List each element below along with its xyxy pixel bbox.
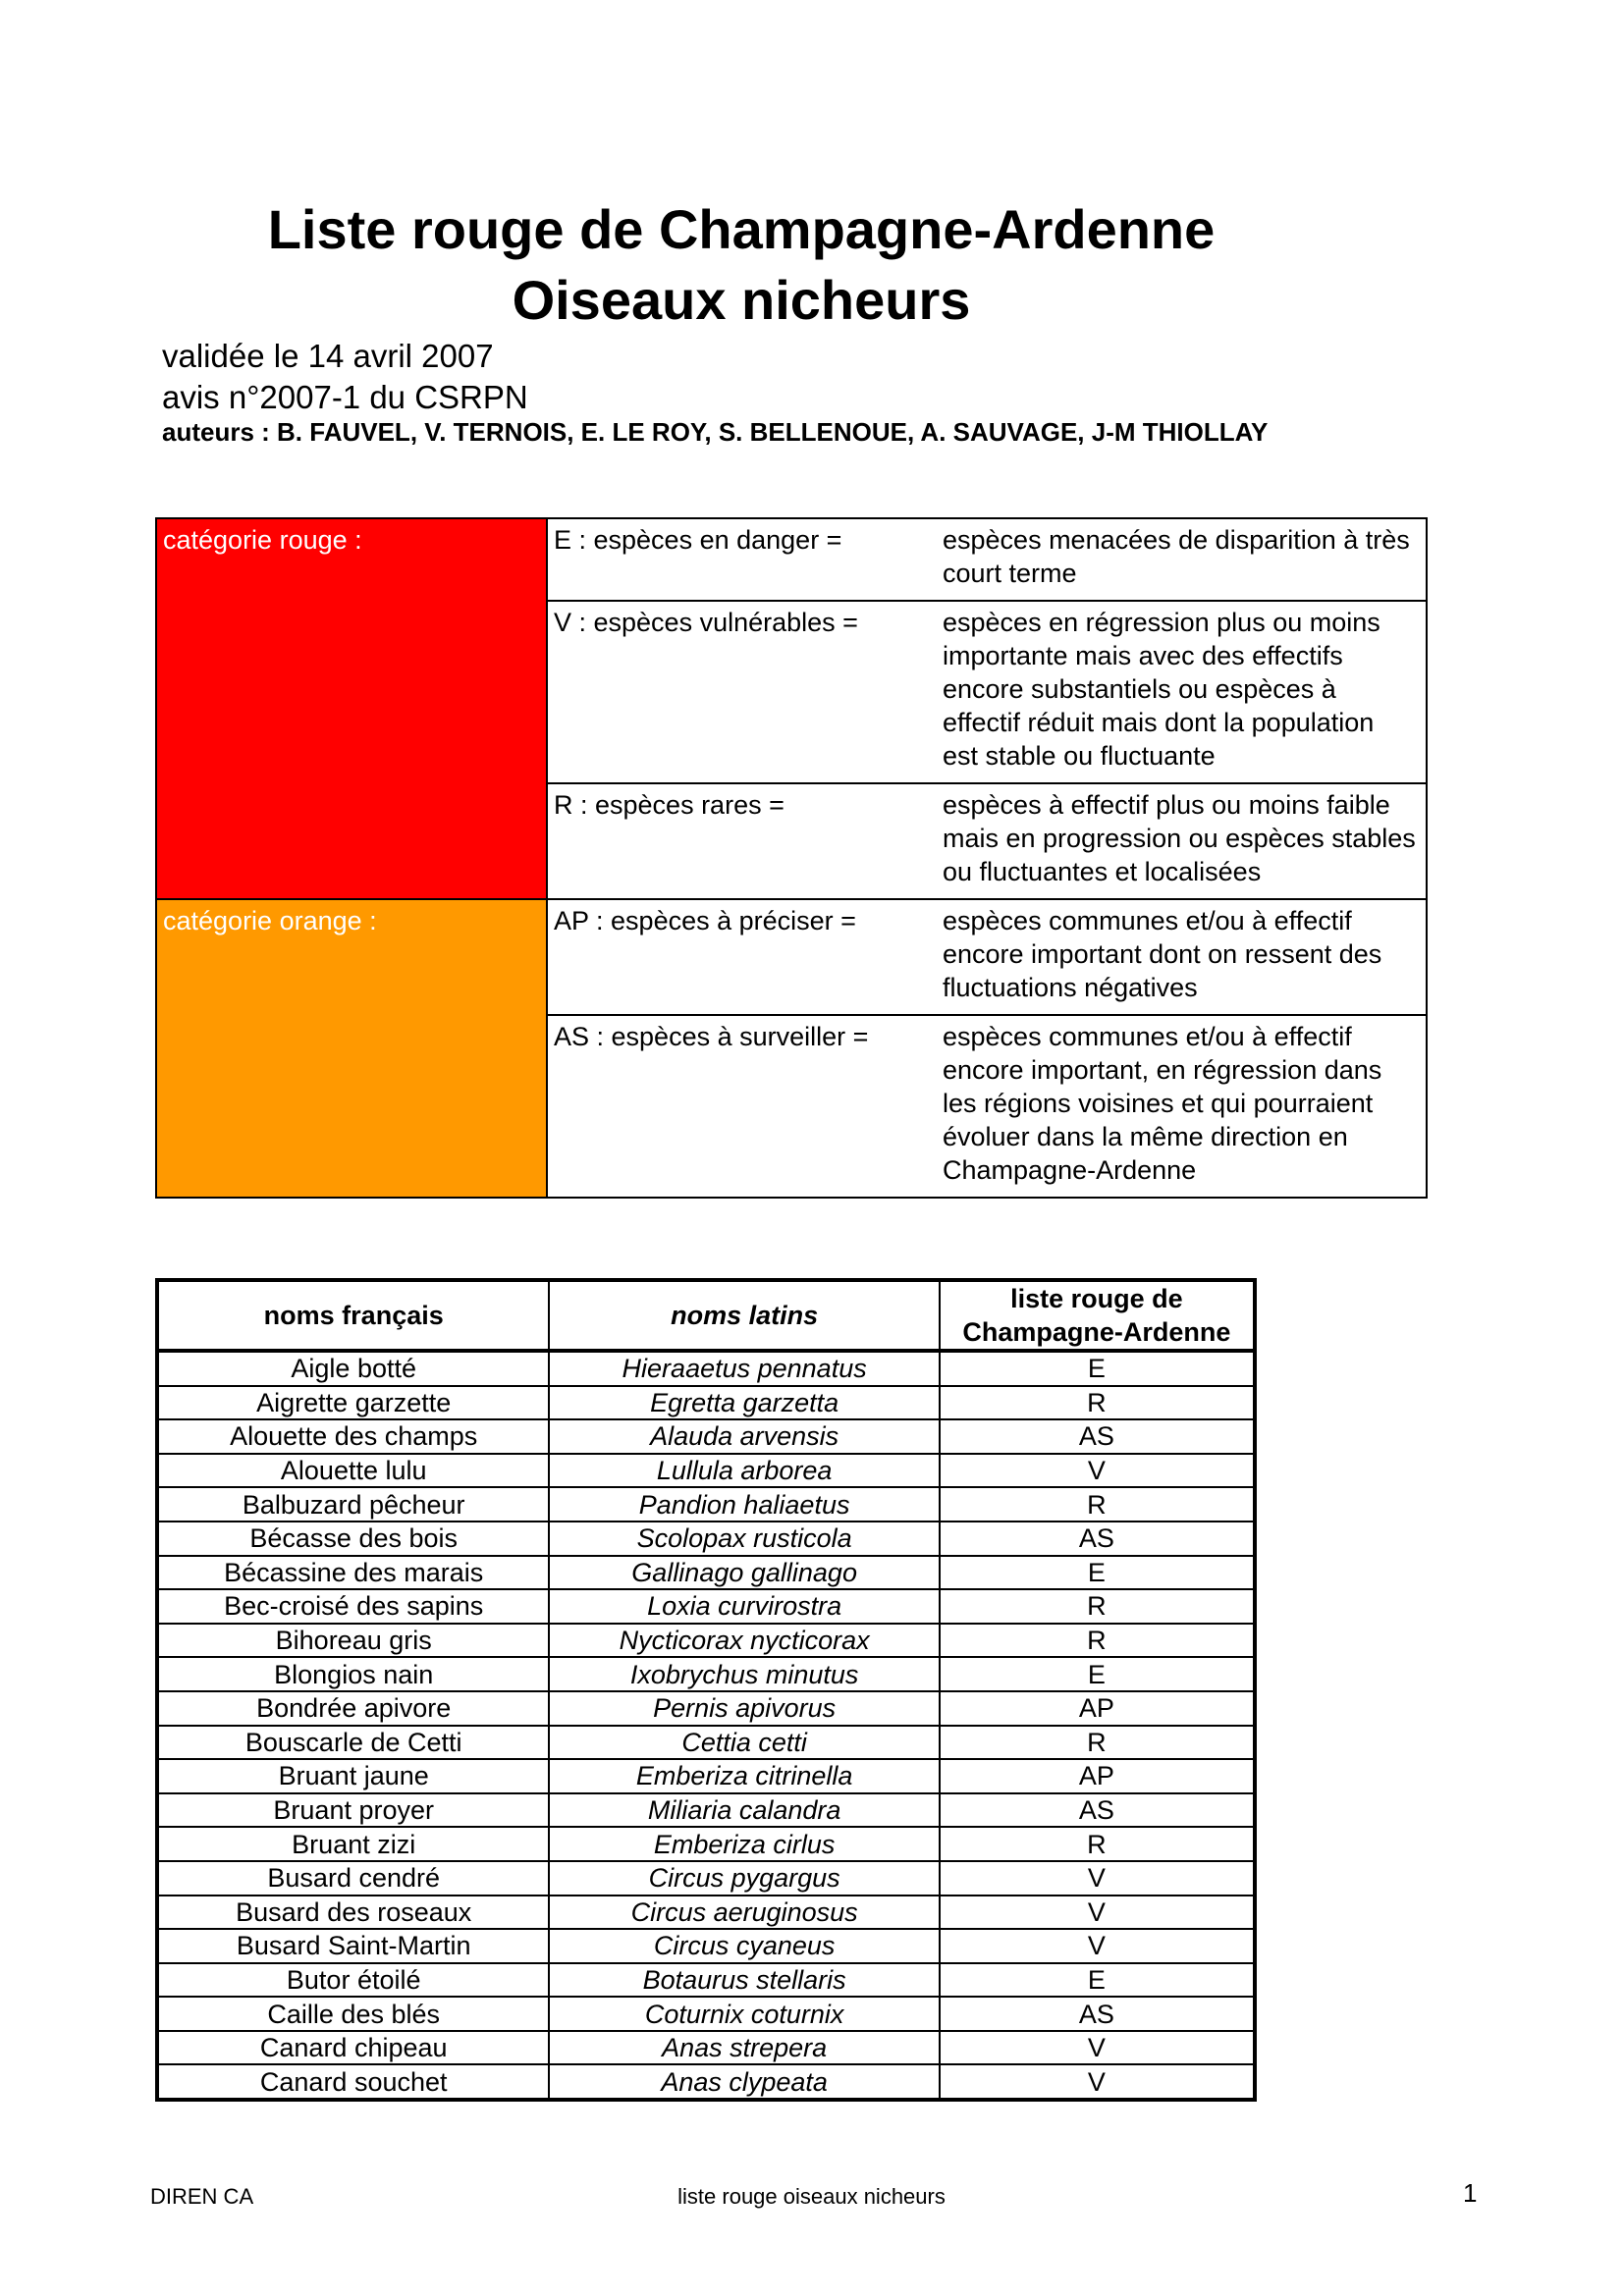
column-header-french-name: noms français xyxy=(157,1280,549,1351)
cell-red-list-status: R xyxy=(940,1827,1255,1861)
table-row xyxy=(157,1827,1255,1861)
table-row xyxy=(157,1589,1255,1624)
cell-red-list-status: V xyxy=(940,1454,1255,1488)
cell-french-name: Bécasse des bois xyxy=(157,1522,549,1556)
cell-red-list-status: V xyxy=(940,1861,1255,1896)
cell-french-name: Busard cendré xyxy=(157,1861,549,1896)
cell-latin-name: Circus pygargus xyxy=(549,1861,939,1896)
table-row xyxy=(157,1726,1255,1760)
cell-french-name: Canard souchet xyxy=(157,2064,549,2100)
cell-french-name: Bondrée apivore xyxy=(157,1691,549,1726)
cell-french-name: Aigrette garzette xyxy=(157,1386,549,1420)
cell-latin-name: Egretta garzetta xyxy=(549,1386,939,1420)
cell-french-name: Caille des blés xyxy=(157,1997,549,2031)
cell-red-list-status: R xyxy=(940,1624,1255,1658)
cell-french-name: Bécassine des marais xyxy=(157,1556,549,1590)
cell-red-list-status: E xyxy=(940,1963,1255,1998)
category-code: AS : espèces à surveiller = xyxy=(554,1022,869,1051)
cell-latin-name: Pandion haliaetus xyxy=(549,1487,939,1522)
cell-french-name: Balbuzard pêcheur xyxy=(157,1487,549,1522)
category-orange-definitions xyxy=(548,900,1426,1197)
table-row xyxy=(157,1963,1255,1998)
cell-red-list-status: V xyxy=(940,2031,1255,2065)
table-row xyxy=(157,1351,1255,1386)
cell-red-list-status: V xyxy=(940,2064,1255,2100)
cell-latin-name: Circus aeruginosus xyxy=(549,1896,939,1930)
table-row xyxy=(157,1556,1255,1590)
cell-red-list-status: R xyxy=(940,1589,1255,1624)
page-title: Liste rouge de Champagne-Ardenne xyxy=(267,198,1216,260)
category-description: espèces à effectif plus ou moins faible mais en progression ou espèces stables ou fluctuantes et localisées xyxy=(943,790,1416,886)
cell-latin-name: Gallinago gallinago xyxy=(549,1556,939,1590)
table-row xyxy=(157,1454,1255,1488)
cell-latin-name: Emberiza citrinella xyxy=(549,1759,939,1793)
category-description: espèces communes et/ou à effectif encore important dont on ressent des fluctuations négatives xyxy=(943,906,1382,1002)
page-subtitle: Oiseaux nicheurs xyxy=(512,269,971,331)
cell-red-list-status: AS xyxy=(940,1997,1255,2031)
cell-latin-name: Lullula arborea xyxy=(549,1454,939,1488)
cell-red-list-status: AP xyxy=(940,1691,1255,1726)
cell-red-list-status: AS xyxy=(940,1522,1255,1556)
category-definition-row xyxy=(548,784,1426,898)
column-header-red-list: liste rouge de Champagne-Ardenne xyxy=(940,1280,1255,1351)
table-row xyxy=(157,1419,1255,1454)
cell-latin-name: Botaurus stellaris xyxy=(549,1963,939,1998)
footer-organization: DIREN CA xyxy=(150,2184,254,2209)
page-number: 1 xyxy=(1463,2178,1478,2208)
category-red-label: catégorie rouge : xyxy=(163,525,362,555)
table-row xyxy=(157,1793,1255,1828)
cell-latin-name: Nycticorax nycticorax xyxy=(549,1624,939,1658)
cell-french-name: Aigle botté xyxy=(157,1351,549,1386)
cell-french-name: Butor étoilé xyxy=(157,1963,549,1998)
category-code: V : espèces vulnérables = xyxy=(554,608,858,637)
cell-latin-name: Alauda arvensis xyxy=(549,1419,939,1454)
cell-latin-name: Ixobrychus minutus xyxy=(549,1657,939,1691)
cell-french-name: Blongios nain xyxy=(157,1657,549,1691)
category-legend xyxy=(155,517,1428,1199)
category-definition-row xyxy=(548,1016,1426,1197)
cell-latin-name: Circus cyaneus xyxy=(549,1929,939,1963)
cell-french-name: Bruant proyer xyxy=(157,1793,549,1828)
table-row xyxy=(157,1386,1255,1420)
cell-red-list-status: V xyxy=(940,1929,1255,1963)
category-code: E : espèces en danger = xyxy=(554,525,842,555)
cell-red-list-status: R xyxy=(940,1726,1255,1760)
cell-latin-name: Cettia cetti xyxy=(549,1726,939,1760)
category-definition-row xyxy=(548,519,1426,602)
cell-red-list-status: R xyxy=(940,1487,1255,1522)
cell-red-list-status: V xyxy=(940,1896,1255,1930)
cell-red-list-status: AS xyxy=(940,1419,1255,1454)
validation-date: validée le 14 avril 2007 xyxy=(162,338,494,374)
species-table xyxy=(155,1278,1257,2102)
cell-french-name: Bouscarle de Cetti xyxy=(157,1726,549,1760)
table-row xyxy=(157,2064,1255,2100)
cell-french-name: Bihoreau gris xyxy=(157,1624,549,1658)
cell-red-list-status: AS xyxy=(940,1793,1255,1828)
cell-french-name: Alouette des champs xyxy=(157,1419,549,1454)
cell-french-name: Alouette lulu xyxy=(157,1454,549,1488)
cell-latin-name: Coturnix coturnix xyxy=(549,1997,939,2031)
cell-french-name: Bruant zizi xyxy=(157,1827,549,1861)
cell-latin-name: Loxia curvirostra xyxy=(549,1589,939,1624)
table-row xyxy=(157,1861,1255,1896)
category-definition-row xyxy=(548,602,1426,784)
cell-red-list-status: E xyxy=(940,1556,1255,1590)
cell-red-list-status: AP xyxy=(940,1759,1255,1793)
footer-document-title: liste rouge oiseaux nicheurs xyxy=(677,2184,946,2209)
cell-latin-name: Anas clypeata xyxy=(549,2064,939,2100)
table-row xyxy=(157,1691,1255,1726)
authors-line: auteurs : B. FAUVEL, V. TERNOIS, E. LE ROY, S. BELLENOUE, A. SAUVAGE, J-M THIOLLAY xyxy=(162,417,1269,447)
cell-french-name: Busard des roseaux xyxy=(157,1896,549,1930)
cell-french-name: Bruant jaune xyxy=(157,1759,549,1793)
cell-latin-name: Anas strepera xyxy=(549,2031,939,2065)
table-header-row xyxy=(157,1280,1255,1351)
cell-french-name: Bec-croisé des sapins xyxy=(157,1589,549,1624)
table-row xyxy=(157,1657,1255,1691)
category-orange-label: catégorie orange : xyxy=(163,906,377,935)
category-description: espèces communes et/ou à effectif encore important, en régression dans les régions voisines et qui pourraient évoluer dans la même direction en Champagne-Ardenne xyxy=(943,1022,1382,1185)
category-red-definitions xyxy=(548,519,1426,900)
cell-latin-name: Pernis apivorus xyxy=(549,1691,939,1726)
cell-red-list-status: E xyxy=(940,1351,1255,1386)
cell-red-list-status: E xyxy=(940,1657,1255,1691)
table-row xyxy=(157,1896,1255,1930)
cell-latin-name: Hieraaetus pennatus xyxy=(549,1351,939,1386)
cell-french-name: Busard Saint-Martin xyxy=(157,1929,549,1963)
avis-number: avis n°2007-1 du CSRPN xyxy=(162,379,528,415)
cell-latin-name: Miliaria calandra xyxy=(549,1793,939,1828)
table-row xyxy=(157,1624,1255,1658)
column-header-latin-name: noms latins xyxy=(549,1280,939,1351)
cell-french-name: Canard chipeau xyxy=(157,2031,549,2065)
table-row xyxy=(157,2031,1255,2065)
table-row xyxy=(157,1759,1255,1793)
table-row xyxy=(157,1929,1255,1963)
table-row xyxy=(157,1522,1255,1556)
category-code: AP : espèces à préciser = xyxy=(554,906,856,935)
category-code: R : espèces rares = xyxy=(554,790,784,820)
cell-latin-name: Emberiza cirlus xyxy=(549,1827,939,1861)
cell-latin-name: Scolopax rusticola xyxy=(549,1522,939,1556)
category-orange-cell xyxy=(157,900,548,1197)
table-row xyxy=(157,1997,1255,2031)
category-definition-row xyxy=(548,900,1426,1016)
category-red-cell xyxy=(157,519,548,900)
category-description: espèces menacées de disparition à très court terme xyxy=(943,525,1410,588)
category-description: espèces en régression plus ou moins importante mais avec des effectifs encore substantiels ou espèces à effectif réduit mais dont la population est stable ou fluctuante xyxy=(943,608,1380,771)
table-row xyxy=(157,1487,1255,1522)
cell-red-list-status: R xyxy=(940,1386,1255,1420)
